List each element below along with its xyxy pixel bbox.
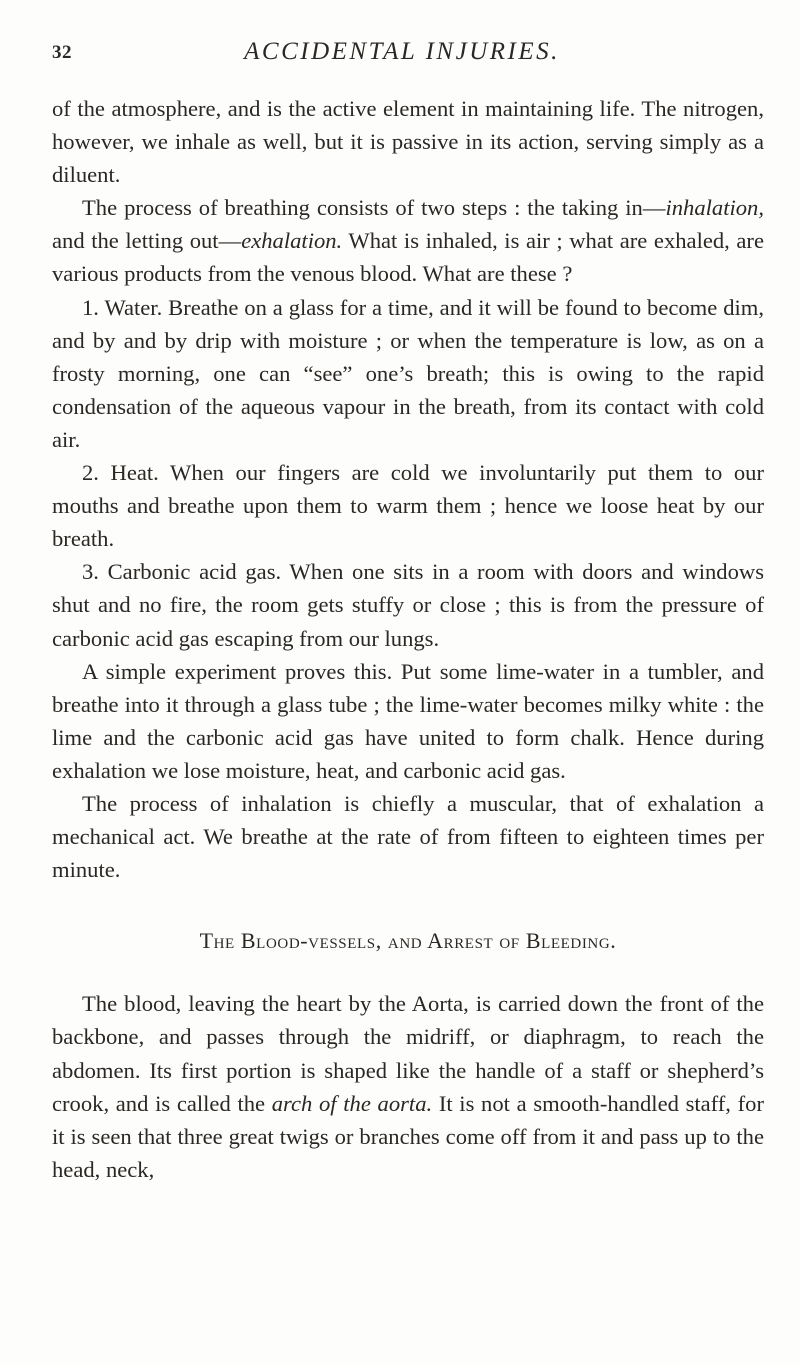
paragraph-inhalation-rate: The process of inhalation is chiefly a muscular, that of exhalation a mechanical act. We breathe at the rate of from fifteen to eighteen times per minute. (52, 790, 764, 883)
text-run: What is inhaled, is air ; what are exhaled, are various products from the venous blood. What are these ? (52, 228, 764, 287)
paragraph-water: 1. Water. Breathe on a glass for a time, and it will be found to become dim, and by and by drip with moisture ; or when the temperature is low, as on a frosty morning, one can “see” one’s breath; this is owing to the rapid condensation of the aqueous vapour in the breath, from its contact with cold air. (52, 294, 764, 452)
paragraph-experiment: A simple experiment proves this. Put some lime-water in a tumbler, and breathe into it through a glass tube ; the lime-water becomes milky white : the lime and the carbonic acid gas have united to form chalk. Hence during exhalation we lose moisture, heat, and carbonic acid gas. (52, 658, 764, 783)
text-run: and the letting out— (52, 228, 242, 254)
paragraph-aorta (52, 987, 764, 1186)
emphasis-arch-of-aorta: arch of the aorta. (271, 1090, 433, 1116)
body-text (52, 92, 764, 1186)
paragraph-breathing-process (52, 191, 764, 290)
emphasis-exhalation: exhalation. (241, 228, 343, 254)
paragraph-atmosphere: of the atmosphere, and is the active element in maintaining life. The nitrogen, however, we inhale as well, but it is passive in its action, serving simply as a diluent. (52, 96, 764, 188)
page-number: 32 (52, 42, 72, 63)
section-heading: The Blood-vessels, and Arrest of Bleeding. (199, 928, 617, 954)
page-header (52, 38, 752, 74)
paragraph-heat: 2. Heat. When our fingers are cold we involuntarily put them to our mouths and breathe upon them to warm them ; hence we loose heat by our breath. (52, 460, 764, 552)
paragraph-carbonic-acid: 3. Carbonic acid gas. When one sits in a room with doors and windows shut and no fire, the room gets stuffy or close ; this is from the pressure of carbonic acid gas escaping from our lungs. (52, 559, 764, 651)
text-run: The process of breathing consists of two steps : the taking in— (82, 195, 666, 221)
text-run: The blood, leaving the heart by the Aorta, is carried down the front of the backbone, and passes through the midriff, or diaphragm, to reach the abdomen. Its first portion is shaped like the handle of a staff or shepherd’s crook, and is called the (52, 991, 764, 1116)
emphasis-inhalation: inhalation, (665, 195, 764, 221)
text-run: It is not a smooth-handled staff, for it is seen that three great twigs or branches come off from it and pass up to the head, neck, (52, 1090, 764, 1182)
running-head: ACCIDENTAL INJURIES. (244, 38, 560, 65)
